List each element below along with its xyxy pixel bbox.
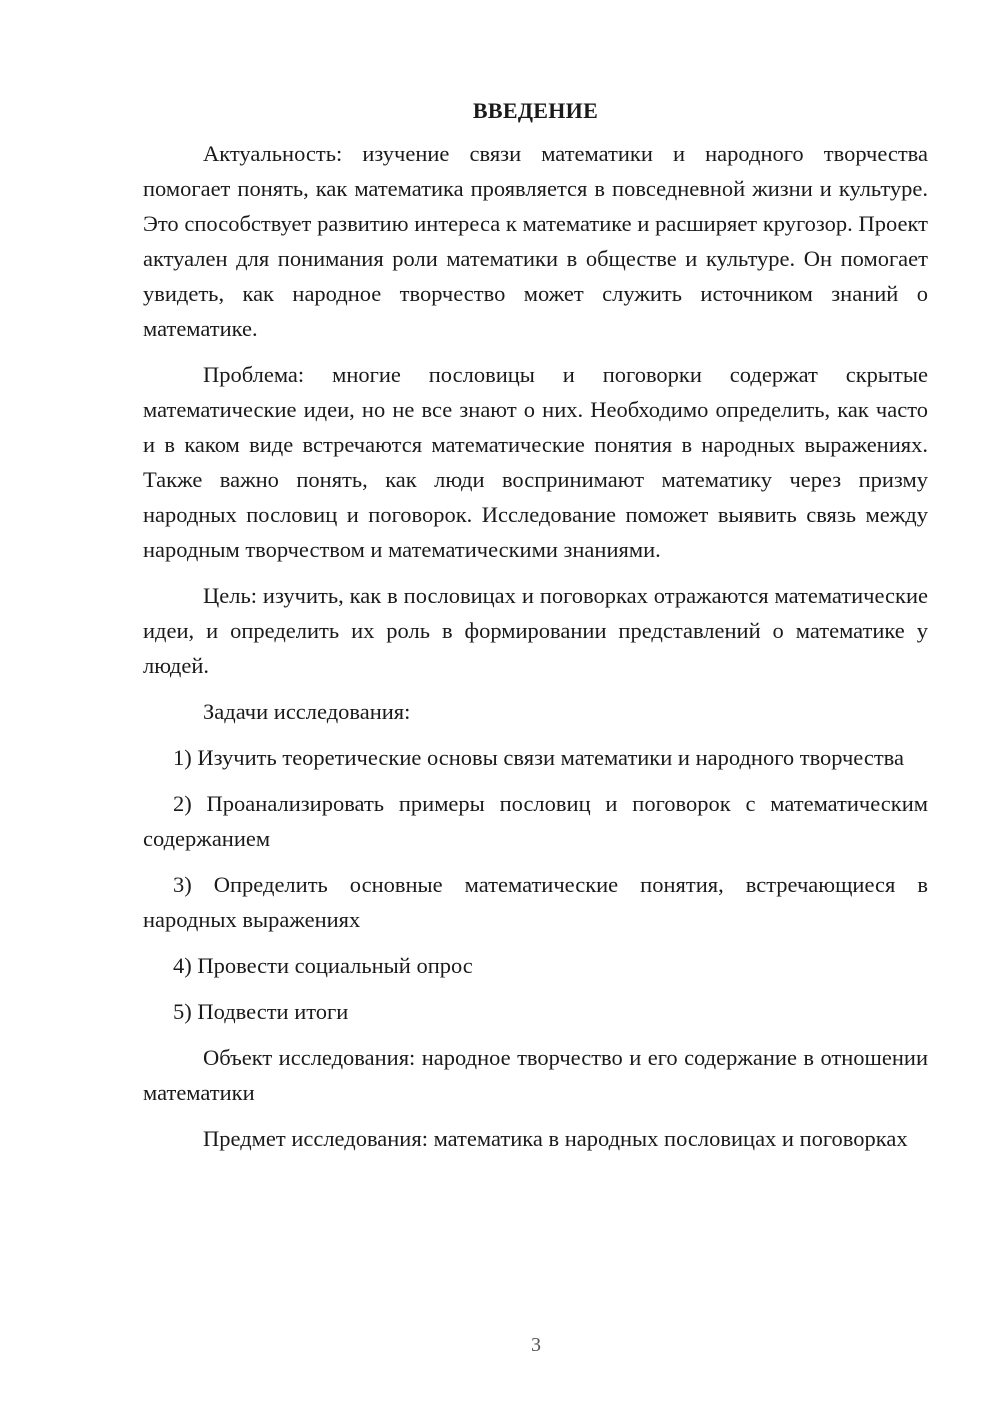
task-item-2: 2) Проанализировать примеры пословиц и поговорок с математическим содержанием: [143, 791, 928, 851]
goal-paragraph: Цель: изучить, как в пословицах и поговорках отражаются математические идеи, и определить их роль в формировании представлений о математике у людей.: [143, 583, 928, 678]
problem-paragraph: Проблема: многие пословицы и поговорки содержат скрытые математические идеи, но не все знают о них. Необходимо определить, как часто и в каком виде встречаются математические понятия в народных выражениях. Также важно понять, как люди воспринимают математику через призму народных пословиц и поговорок. Исследование поможет выявить связь между народным творчеством и математическими знаниями.: [143, 362, 928, 562]
tasks-title: Задачи исследования:: [203, 699, 411, 724]
task-item-4: 4) Провести социальный опрос: [173, 953, 473, 978]
relevance-paragraph: Актуальность: изучение связи математики и народного творчества помогает понять, как математика проявляется в повседневной жизни и культуре. Это способствует развитию интереса к математике и расширяет кругозор. Проект актуален для понимания роли математики в обществе и культуре. Он помогает увидеть, как народное творчество может служить источником знаний о математике.: [143, 141, 928, 341]
task-item-5: 5) Подвести итоги: [173, 999, 349, 1024]
task-item-1: 1) Изучить теоретические основы связи математики и народного творчества: [173, 745, 904, 770]
subject-paragraph: Предмет исследования: математика в народных пословицах и поговорках: [203, 1126, 908, 1151]
document-page: [143, 94, 928, 1156]
section-heading: ВВЕДЕНИЕ: [472, 98, 599, 123]
task-item-3: 3) Определить основные математические понятия, встречающиеся в народных выражениях: [143, 872, 928, 932]
object-paragraph: Объект исследования: народное творчество и его содержание в отношении математики: [143, 1045, 928, 1105]
page-number: 3: [531, 1334, 541, 1356]
